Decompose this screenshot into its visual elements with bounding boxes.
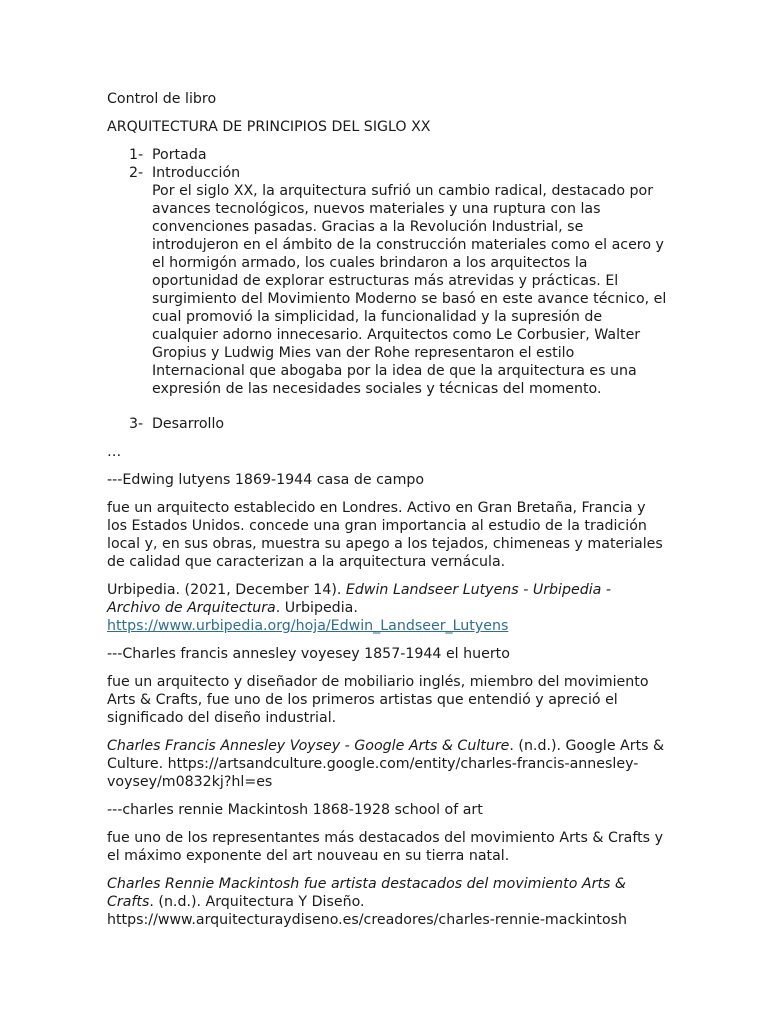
list-item-desarrollo (107, 415, 667, 433)
list-item-introduccion (107, 164, 667, 182)
citation-mackintosh (107, 875, 667, 929)
citation-link[interactable]: https://www.urbipedia.org/hoja/Edwin_Landseer_Lutyens (107, 618, 509, 634)
section-body-voysey: fue un arquitecto y diseñador de mobiliario inglés, miembro del movimiento Arts & Crafts, fue uno de los primeros artistas que entendió y apreció el significado del diseño industrial. (107, 674, 649, 726)
list-item-portada (107, 146, 667, 164)
citation-prefix: Urbipedia. (2021, December 14). (107, 582, 346, 598)
list-label: Desarrollo (152, 416, 225, 432)
section-heading-voysey: ---Charles francis annesley voyesey 1857-1944 el huerto (107, 646, 510, 662)
section-body-lutyens: fue un arquitecto establecido en Londres. Activo en Gran Bretaña, Francia y los Estados Unidos. concede una gran importancia al estudio de la tradición local y, en sus obras, muestra su apego a los tejados, chimeneas y materiales de calidad que caracterizan a la arquitectura vernácula. (107, 500, 663, 570)
section-body-mackintosh: fue uno de los representantes más destacados del movimiento Arts & Crafts y el máximo exponente del art nouveau en su tierra natal. (107, 830, 663, 864)
citation-title: Edwin Landseer Lutyens - Urbipedia - Archivo de Arquitectura (107, 582, 612, 616)
section-heading-lutyens: ---Edwing lutyens 1869-1944 casa de campo (107, 472, 425, 488)
doc-subtitle: ARQUITECTURA DE PRINCIPIOS DEL SIGLO XX (107, 119, 431, 135)
outline-list (107, 146, 667, 433)
list-number: 3- (129, 416, 144, 432)
ellipsis: … (107, 444, 122, 460)
citation-voysey (107, 737, 667, 791)
citation-suffix: . (n.d.). Arquitectura Y Diseño. https://www.arquitecturaydiseno.es/creadores/charles-rennie-mackintosh (107, 894, 628, 928)
list-label: Portada (152, 147, 207, 163)
section-heading-mackintosh: ---charles rennie Mackintosh 1868-1928 school of art (107, 802, 483, 818)
citation-lutyens (107, 581, 667, 635)
citation-suffix: . Urbipedia. (275, 600, 358, 616)
doc-title: Control de libro (107, 91, 217, 107)
citation-title: Charles Francis Annesley Voysey - Google Arts & Culture (107, 738, 510, 754)
document-content (107, 90, 667, 929)
citation-title: Charles Rennie Mackintosh fue artista destacados del movimiento Arts & Crafts (107, 876, 626, 910)
list-number: 1- (129, 147, 144, 163)
introduction-paragraph: Por el siglo XX, la arquitectura sufrió un cambio radical, destacado por avances tecnológicos, nuevos materiales y una ruptura con las convenciones pasadas. Gracias a la Revolución Industrial, se introdujeron en el ámbito de la construcción materiales como el acero y el hormigón armado, los cuales brindaron a los arquitectos la oportunidad de explorar estructuras más atrevidas y prácticas. El surgimiento del Movimiento Moderno se basó en este avance técnico, el cual promovió la simplicidad, la funcionalidad y la supresión de cualquier adorno innecesario. Arquitectos como Le Corbusier, Walter Gropius y Ludwig Mies van der Rohe representaron el estilo Internacional que abogaba por la idea de que la arquitectura es una expresión de las necesidades sociales y técnicas del momento. (152, 183, 667, 397)
citation-suffix: . (n.d.). Google Arts & Culture. https://artsandculture.google.com/entity/charles-francis-annesley-voysey/m0832kj?hl=es (107, 738, 665, 790)
list-label: Introducción (152, 165, 241, 181)
list-number: 2- (129, 165, 144, 181)
